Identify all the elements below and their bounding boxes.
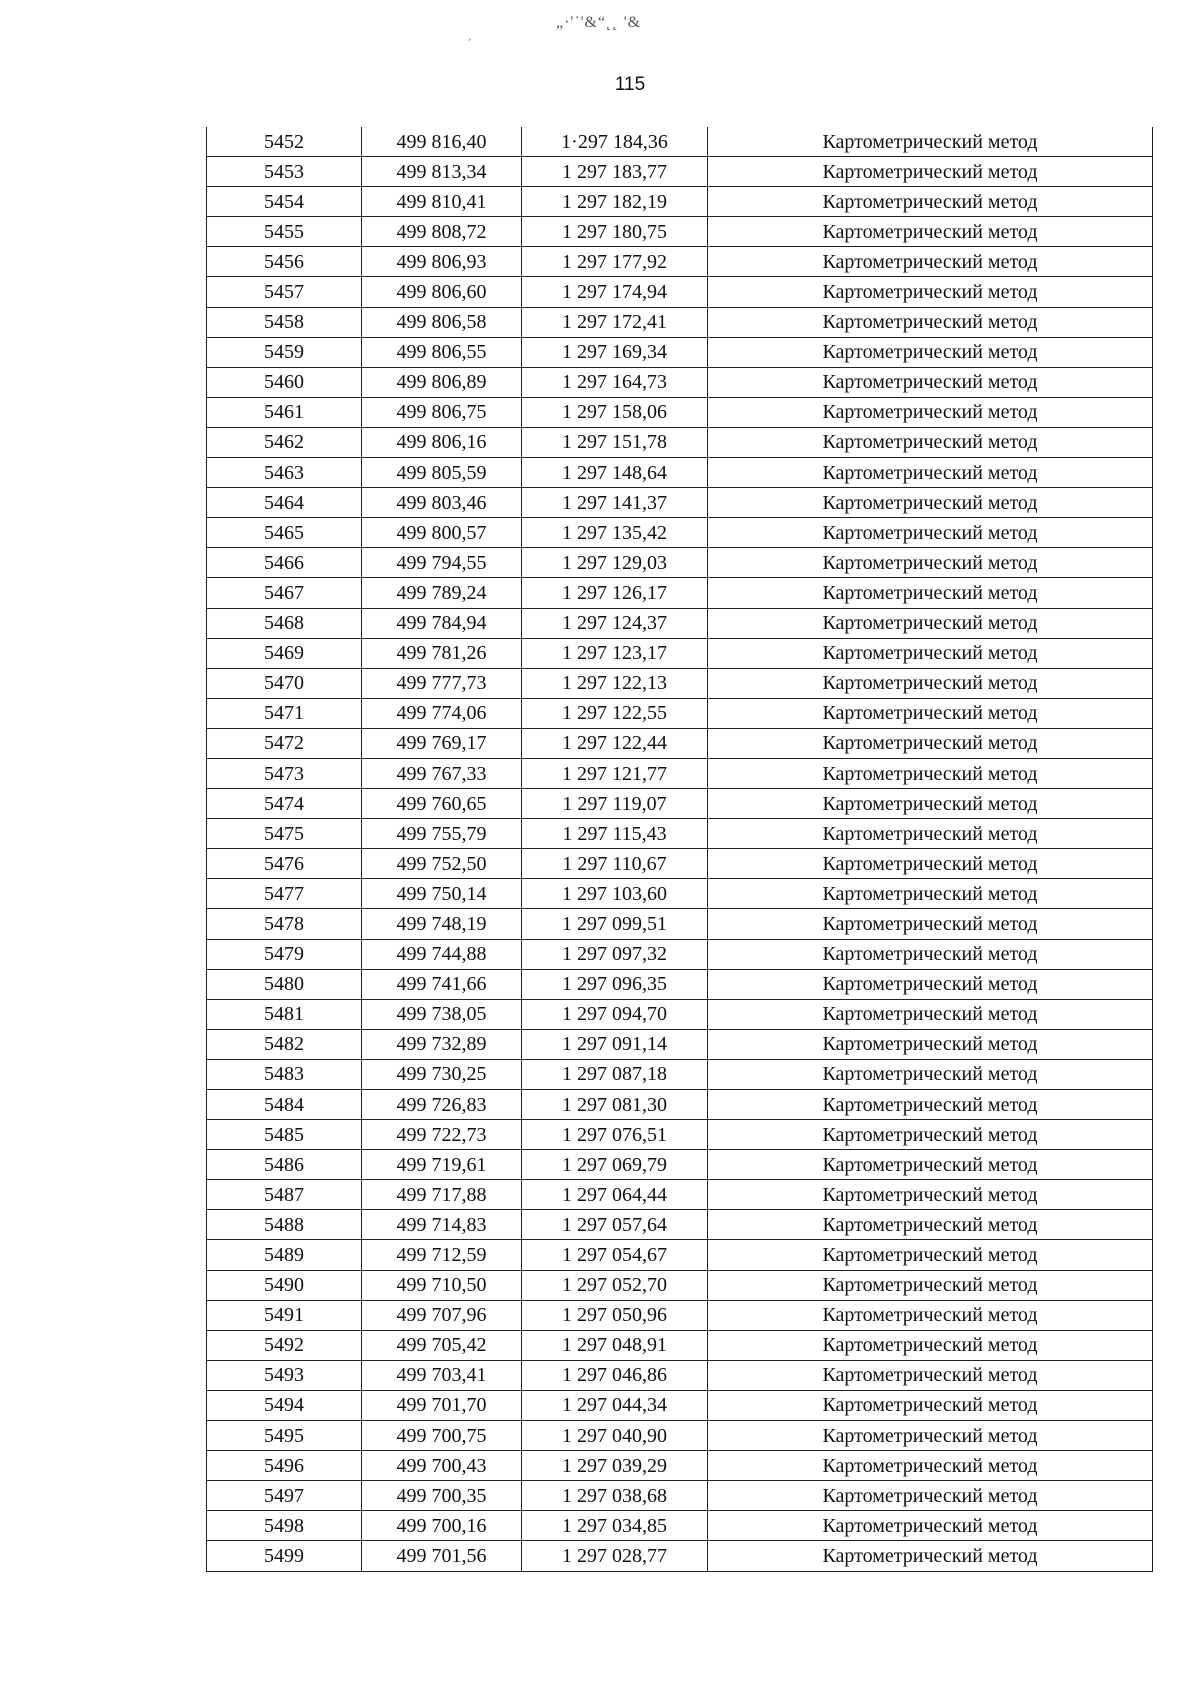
table-row bbox=[207, 367, 1153, 397]
y-coordinate-cell: 1 297 123,17 bbox=[522, 638, 708, 668]
x-coordinate-cell: 499 774,06 bbox=[362, 698, 522, 728]
x-coordinate-cell: 499 769,17 bbox=[362, 728, 522, 758]
point-number-cell: 5473 bbox=[207, 758, 362, 788]
method-cell: Картометрический метод bbox=[708, 247, 1153, 277]
point-number-cell: 5452 bbox=[207, 127, 362, 157]
y-coordinate-cell: 1 297 046,86 bbox=[522, 1360, 708, 1390]
method-cell: Картометрический метод bbox=[708, 1360, 1153, 1390]
point-number-cell: 5495 bbox=[207, 1421, 362, 1451]
x-coordinate-cell: 499 717,88 bbox=[362, 1180, 522, 1210]
method-cell: Картометрический метод bbox=[708, 217, 1153, 247]
table-row bbox=[207, 548, 1153, 578]
table-row bbox=[207, 1330, 1153, 1360]
y-coordinate-cell: 1 297 169,34 bbox=[522, 337, 708, 367]
y-coordinate-cell: 1 297 099,51 bbox=[522, 909, 708, 939]
point-number-cell: 5481 bbox=[207, 999, 362, 1029]
method-cell: Картометрический метод bbox=[708, 337, 1153, 367]
x-coordinate-cell: 499 701,70 bbox=[362, 1390, 522, 1420]
table-row bbox=[207, 698, 1153, 728]
x-coordinate-cell: 499 707,96 bbox=[362, 1300, 522, 1330]
point-number-cell: 5477 bbox=[207, 879, 362, 909]
point-number-cell: 5483 bbox=[207, 1059, 362, 1089]
point-number-cell: 5497 bbox=[207, 1481, 362, 1511]
method-cell: Картометрический метод bbox=[708, 1541, 1153, 1571]
method-cell: Картометрический метод bbox=[708, 1090, 1153, 1120]
point-number-cell: 5484 bbox=[207, 1090, 362, 1120]
y-coordinate-cell: 1 297 097,32 bbox=[522, 939, 708, 969]
point-number-cell: 5464 bbox=[207, 488, 362, 518]
x-coordinate-cell: 499 710,50 bbox=[362, 1270, 522, 1300]
y-coordinate-cell: 1 297 121,77 bbox=[522, 758, 708, 788]
table-row bbox=[207, 789, 1153, 819]
y-coordinate-cell: 1 297 103,60 bbox=[522, 879, 708, 909]
method-cell: Картометрический метод bbox=[708, 939, 1153, 969]
method-cell: Картометрический метод bbox=[708, 1421, 1153, 1451]
x-coordinate-cell: 499 784,94 bbox=[362, 608, 522, 638]
x-coordinate-cell: 499 744,88 bbox=[362, 939, 522, 969]
method-cell: Картометрический метод bbox=[708, 969, 1153, 999]
table-row bbox=[207, 427, 1153, 457]
table-row bbox=[207, 578, 1153, 608]
y-coordinate-cell: 1·297 184,36 bbox=[522, 127, 708, 157]
x-coordinate-cell: 499 700,16 bbox=[362, 1511, 522, 1541]
table-row bbox=[207, 758, 1153, 788]
point-number-cell: 5457 bbox=[207, 277, 362, 307]
x-coordinate-cell: 499 808,72 bbox=[362, 217, 522, 247]
x-coordinate-cell: 499 816,40 bbox=[362, 127, 522, 157]
point-number-cell: 5471 bbox=[207, 698, 362, 728]
point-number-cell: 5454 bbox=[207, 187, 362, 217]
y-coordinate-cell: 1 297 126,17 bbox=[522, 578, 708, 608]
y-coordinate-cell: 1 297 052,70 bbox=[522, 1270, 708, 1300]
method-cell: Картометрический метод bbox=[708, 698, 1153, 728]
point-number-cell: 5453 bbox=[207, 157, 362, 187]
method-cell: Картометрический метод bbox=[708, 1059, 1153, 1089]
table-row bbox=[207, 397, 1153, 427]
y-coordinate-cell: 1 297 039,29 bbox=[522, 1451, 708, 1481]
y-coordinate-cell: 1 297 110,67 bbox=[522, 849, 708, 879]
y-coordinate-cell: 1 297 069,79 bbox=[522, 1150, 708, 1180]
table-row bbox=[207, 939, 1153, 969]
y-coordinate-cell: 1 297 148,64 bbox=[522, 458, 708, 488]
y-coordinate-cell: 1 297 158,06 bbox=[522, 397, 708, 427]
table-row bbox=[207, 1421, 1153, 1451]
method-cell: Картометрический метод bbox=[708, 427, 1153, 457]
table-row bbox=[207, 909, 1153, 939]
x-coordinate-cell: 499 755,79 bbox=[362, 819, 522, 849]
table-row bbox=[207, 1511, 1153, 1541]
point-number-cell: 5478 bbox=[207, 909, 362, 939]
point-number-cell: 5465 bbox=[207, 518, 362, 548]
method-cell: Картометрический метод bbox=[708, 1240, 1153, 1270]
table-row bbox=[207, 819, 1153, 849]
method-cell: Картометрический метод bbox=[708, 668, 1153, 698]
table-row bbox=[207, 1360, 1153, 1390]
table-row bbox=[207, 307, 1153, 337]
x-coordinate-cell: 499 714,83 bbox=[362, 1210, 522, 1240]
method-cell: Картометрический метод bbox=[708, 1120, 1153, 1150]
table-row bbox=[207, 217, 1153, 247]
point-number-cell: 5466 bbox=[207, 548, 362, 578]
point-number-cell: 5499 bbox=[207, 1541, 362, 1571]
table-row bbox=[207, 247, 1153, 277]
y-coordinate-cell: 1 297 182,19 bbox=[522, 187, 708, 217]
method-cell: Картометрический метод bbox=[708, 548, 1153, 578]
method-cell: Картометрический метод bbox=[708, 307, 1153, 337]
method-cell: Картометрический метод bbox=[708, 758, 1153, 788]
x-coordinate-cell: 499 752,50 bbox=[362, 849, 522, 879]
point-number-cell: 5490 bbox=[207, 1270, 362, 1300]
method-cell: Картометрический метод bbox=[708, 1270, 1153, 1300]
point-number-cell: 5462 bbox=[207, 427, 362, 457]
method-cell: Картометрический метод bbox=[708, 819, 1153, 849]
table-row bbox=[207, 668, 1153, 698]
method-cell: Картометрический метод bbox=[708, 157, 1153, 187]
coordinates-table bbox=[206, 127, 1153, 1572]
method-cell: Картометрический метод bbox=[708, 1029, 1153, 1059]
y-coordinate-cell: 1 297 174,94 bbox=[522, 277, 708, 307]
method-cell: Картометрический метод bbox=[708, 879, 1153, 909]
y-coordinate-cell: 1 297 094,70 bbox=[522, 999, 708, 1029]
y-coordinate-cell: 1 297 048,91 bbox=[522, 1330, 708, 1360]
y-coordinate-cell: 1 297 087,18 bbox=[522, 1059, 708, 1089]
x-coordinate-cell: 499 813,34 bbox=[362, 157, 522, 187]
table-row bbox=[207, 969, 1153, 999]
x-coordinate-cell: 499 806,75 bbox=[362, 397, 522, 427]
y-coordinate-cell: 1 297 034,85 bbox=[522, 1511, 708, 1541]
table-row bbox=[207, 1180, 1153, 1210]
table-row bbox=[207, 1451, 1153, 1481]
table-row bbox=[207, 638, 1153, 668]
point-number-cell: 5485 bbox=[207, 1120, 362, 1150]
method-cell: Картометрический метод bbox=[708, 277, 1153, 307]
table-row bbox=[207, 999, 1153, 1029]
table-row bbox=[207, 127, 1153, 157]
y-coordinate-cell: 1 297 050,96 bbox=[522, 1300, 708, 1330]
x-coordinate-cell: 499 789,24 bbox=[362, 578, 522, 608]
point-number-cell: 5455 bbox=[207, 217, 362, 247]
table-row bbox=[207, 1120, 1153, 1150]
x-coordinate-cell: 499 748,19 bbox=[362, 909, 522, 939]
x-coordinate-cell: 499 726,83 bbox=[362, 1090, 522, 1120]
y-coordinate-cell: 1 297 044,34 bbox=[522, 1390, 708, 1420]
point-number-cell: 5463 bbox=[207, 458, 362, 488]
x-coordinate-cell: 499 738,05 bbox=[362, 999, 522, 1029]
x-coordinate-cell: 499 732,89 bbox=[362, 1029, 522, 1059]
table-row bbox=[207, 1300, 1153, 1330]
y-coordinate-cell: 1 297 151,78 bbox=[522, 427, 708, 457]
y-coordinate-cell: 1 297 028,77 bbox=[522, 1541, 708, 1571]
table-row bbox=[207, 458, 1153, 488]
table-row bbox=[207, 879, 1153, 909]
y-coordinate-cell: 1 297 180,75 bbox=[522, 217, 708, 247]
y-coordinate-cell: 1 297 141,37 bbox=[522, 488, 708, 518]
method-cell: Картометрический метод bbox=[708, 1150, 1153, 1180]
table-row bbox=[207, 1029, 1153, 1059]
x-coordinate-cell: 499 700,75 bbox=[362, 1421, 522, 1451]
method-cell: Картометрический метод bbox=[708, 1481, 1153, 1511]
table-row bbox=[207, 849, 1153, 879]
y-coordinate-cell: 1 297 081,30 bbox=[522, 1090, 708, 1120]
x-coordinate-cell: 499 705,42 bbox=[362, 1330, 522, 1360]
method-cell: Картометрический метод bbox=[708, 1511, 1153, 1541]
method-cell: Картометрический метод bbox=[708, 488, 1153, 518]
y-coordinate-cell: 1 297 057,64 bbox=[522, 1210, 708, 1240]
x-coordinate-cell: 499 800,57 bbox=[362, 518, 522, 548]
y-coordinate-cell: 1 297 177,92 bbox=[522, 247, 708, 277]
scan-artifact-mark: „·'˙'&“˛˛ '& bbox=[556, 14, 642, 31]
point-number-cell: 5461 bbox=[207, 397, 362, 427]
x-coordinate-cell: 499 701,56 bbox=[362, 1541, 522, 1571]
table-row bbox=[207, 157, 1153, 187]
method-cell: Картометрический метод bbox=[708, 1451, 1153, 1481]
y-coordinate-cell: 1 297 124,37 bbox=[522, 608, 708, 638]
table-row bbox=[207, 1240, 1153, 1270]
table-row bbox=[207, 1390, 1153, 1420]
point-number-cell: 5467 bbox=[207, 578, 362, 608]
x-coordinate-cell: 499 806,55 bbox=[362, 337, 522, 367]
method-cell: Картометрический метод bbox=[708, 187, 1153, 217]
method-cell: Картометрический метод bbox=[708, 578, 1153, 608]
table-row bbox=[207, 1090, 1153, 1120]
table-row bbox=[207, 608, 1153, 638]
point-number-cell: 5470 bbox=[207, 668, 362, 698]
method-cell: Картометрический метод bbox=[708, 518, 1153, 548]
point-number-cell: 5479 bbox=[207, 939, 362, 969]
point-number-cell: 5496 bbox=[207, 1451, 362, 1481]
x-coordinate-cell: 499 700,35 bbox=[362, 1481, 522, 1511]
method-cell: Картометрический метод bbox=[708, 1210, 1153, 1240]
y-coordinate-cell: 1 297 122,44 bbox=[522, 728, 708, 758]
x-coordinate-cell: 499 806,58 bbox=[362, 307, 522, 337]
method-cell: Картометрический метод bbox=[708, 999, 1153, 1029]
table-row bbox=[207, 518, 1153, 548]
point-number-cell: 5474 bbox=[207, 789, 362, 819]
method-cell: Картометрический метод bbox=[708, 909, 1153, 939]
x-coordinate-cell: 499 741,66 bbox=[362, 969, 522, 999]
method-cell: Картометрический метод bbox=[708, 127, 1153, 157]
point-number-cell: 5486 bbox=[207, 1150, 362, 1180]
y-coordinate-cell: 1 297 091,14 bbox=[522, 1029, 708, 1059]
table-row bbox=[207, 1481, 1153, 1511]
table-row bbox=[207, 1059, 1153, 1089]
x-coordinate-cell: 499 777,73 bbox=[362, 668, 522, 698]
y-coordinate-cell: 1 297 122,55 bbox=[522, 698, 708, 728]
y-coordinate-cell: 1 297 183,77 bbox=[522, 157, 708, 187]
x-coordinate-cell: 499 750,14 bbox=[362, 879, 522, 909]
y-coordinate-cell: 1 297 054,67 bbox=[522, 1240, 708, 1270]
x-coordinate-cell: 499 805,59 bbox=[362, 458, 522, 488]
table-row bbox=[207, 728, 1153, 758]
y-coordinate-cell: 1 297 172,41 bbox=[522, 307, 708, 337]
coordinates-table-body bbox=[207, 127, 1153, 1571]
point-number-cell: 5459 bbox=[207, 337, 362, 367]
x-coordinate-cell: 499 703,41 bbox=[362, 1360, 522, 1390]
point-number-cell: 5460 bbox=[207, 367, 362, 397]
method-cell: Картометрический метод bbox=[708, 367, 1153, 397]
point-number-cell: 5458 bbox=[207, 307, 362, 337]
method-cell: Картометрический метод bbox=[708, 1390, 1153, 1420]
method-cell: Картометрический метод bbox=[708, 608, 1153, 638]
method-cell: Картометрический метод bbox=[708, 1330, 1153, 1360]
x-coordinate-cell: 499 712,59 bbox=[362, 1240, 522, 1270]
point-number-cell: 5498 bbox=[207, 1511, 362, 1541]
point-number-cell: 5487 bbox=[207, 1180, 362, 1210]
point-number-cell: 5468 bbox=[207, 608, 362, 638]
method-cell: Картометрический метод bbox=[708, 849, 1153, 879]
table-row bbox=[207, 1150, 1153, 1180]
x-coordinate-cell: 499 760,65 bbox=[362, 789, 522, 819]
point-number-cell: 5476 bbox=[207, 849, 362, 879]
table-row bbox=[207, 337, 1153, 367]
y-coordinate-cell: 1 297 135,42 bbox=[522, 518, 708, 548]
point-number-cell: 5480 bbox=[207, 969, 362, 999]
method-cell: Картометрический метод bbox=[708, 397, 1153, 427]
point-number-cell: 5456 bbox=[207, 247, 362, 277]
method-cell: Картометрический метод bbox=[708, 1300, 1153, 1330]
y-coordinate-cell: 1 297 164,73 bbox=[522, 367, 708, 397]
method-cell: Картометрический метод bbox=[708, 638, 1153, 668]
table-row bbox=[207, 277, 1153, 307]
x-coordinate-cell: 499 781,26 bbox=[362, 638, 522, 668]
method-cell: Картометрический метод bbox=[708, 458, 1153, 488]
point-number-cell: 5489 bbox=[207, 1240, 362, 1270]
y-coordinate-cell: 1 297 115,43 bbox=[522, 819, 708, 849]
x-coordinate-cell: 499 794,55 bbox=[362, 548, 522, 578]
x-coordinate-cell: 499 806,60 bbox=[362, 277, 522, 307]
table-row bbox=[207, 187, 1153, 217]
x-coordinate-cell: 499 730,25 bbox=[362, 1059, 522, 1089]
x-coordinate-cell: 499 806,89 bbox=[362, 367, 522, 397]
y-coordinate-cell: 1 297 038,68 bbox=[522, 1481, 708, 1511]
page-number: 115 bbox=[614, 74, 646, 95]
y-coordinate-cell: 1 297 119,07 bbox=[522, 789, 708, 819]
y-coordinate-cell: 1 297 064,44 bbox=[522, 1180, 708, 1210]
x-coordinate-cell: 499 806,16 bbox=[362, 427, 522, 457]
point-number-cell: 5491 bbox=[207, 1300, 362, 1330]
point-number-cell: 5475 bbox=[207, 819, 362, 849]
method-cell: Картометрический метод bbox=[708, 1180, 1153, 1210]
table-row bbox=[207, 1210, 1153, 1240]
table-row bbox=[207, 488, 1153, 518]
x-coordinate-cell: 499 810,41 bbox=[362, 187, 522, 217]
point-number-cell: 5488 bbox=[207, 1210, 362, 1240]
x-coordinate-cell: 499 719,61 bbox=[362, 1150, 522, 1180]
y-coordinate-cell: 1 297 129,03 bbox=[522, 548, 708, 578]
x-coordinate-cell: 499 700,43 bbox=[362, 1451, 522, 1481]
point-number-cell: 5493 bbox=[207, 1360, 362, 1390]
method-cell: Картометрический метод bbox=[708, 789, 1153, 819]
y-coordinate-cell: 1 297 040,90 bbox=[522, 1421, 708, 1451]
point-number-cell: 5482 bbox=[207, 1029, 362, 1059]
x-coordinate-cell: 499 767,33 bbox=[362, 758, 522, 788]
x-coordinate-cell: 499 806,93 bbox=[362, 247, 522, 277]
point-number-cell: 5469 bbox=[207, 638, 362, 668]
x-coordinate-cell: 499 803,46 bbox=[362, 488, 522, 518]
y-coordinate-cell: 1 297 122,13 bbox=[522, 668, 708, 698]
method-cell: Картометрический метод bbox=[708, 728, 1153, 758]
x-coordinate-cell: 499 722,73 bbox=[362, 1120, 522, 1150]
point-number-cell: 5494 bbox=[207, 1390, 362, 1420]
table-row bbox=[207, 1270, 1153, 1300]
table-row bbox=[207, 1541, 1153, 1571]
point-number-cell: 5492 bbox=[207, 1330, 362, 1360]
point-number-cell: 5472 bbox=[207, 728, 362, 758]
y-coordinate-cell: 1 297 076,51 bbox=[522, 1120, 708, 1150]
y-coordinate-cell: 1 297 096,35 bbox=[522, 969, 708, 999]
scan-artifact-dot: ¸ bbox=[468, 30, 472, 41]
